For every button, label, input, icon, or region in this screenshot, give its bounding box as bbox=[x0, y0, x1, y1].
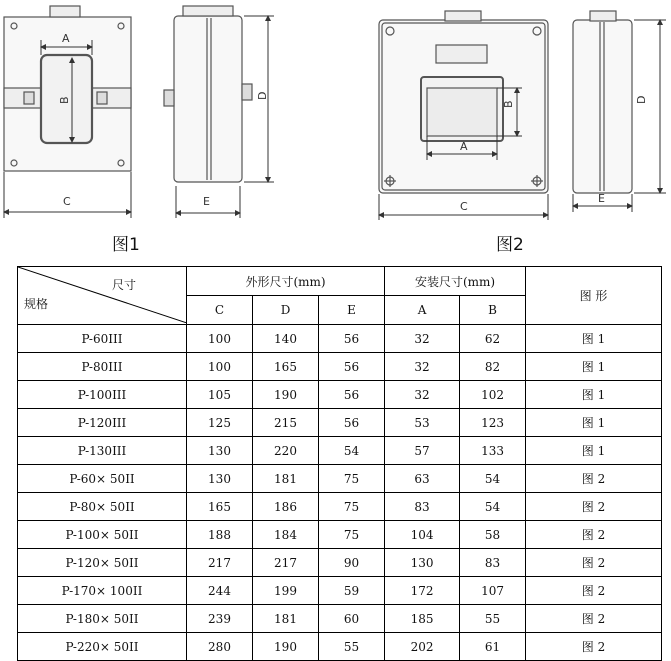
a-cell: 185 bbox=[385, 605, 460, 633]
model-cell: P-80III bbox=[18, 353, 187, 381]
a-cell: 130 bbox=[385, 549, 460, 577]
figure-cell: 图 1 bbox=[526, 325, 662, 353]
group-outer-header: 外形尺寸(mm) bbox=[187, 267, 385, 296]
figure-cell: 图 1 bbox=[526, 381, 662, 409]
c-cell: 130 bbox=[187, 465, 253, 493]
model-cell: P-120× 50II bbox=[18, 549, 187, 577]
figure-cell: 图 2 bbox=[526, 577, 662, 605]
e-cell: 56 bbox=[319, 409, 385, 437]
figure-cell: 图 1 bbox=[526, 437, 662, 465]
d-cell: 190 bbox=[253, 633, 319, 661]
b-cell: 123 bbox=[460, 409, 526, 437]
e-cell: 60 bbox=[319, 605, 385, 633]
dimension-drawings bbox=[0, 0, 671, 262]
fig1-caption: 图1 bbox=[112, 235, 140, 255]
b-cell: 133 bbox=[460, 437, 526, 465]
a-cell: 104 bbox=[385, 521, 460, 549]
model-cell: P-100× 50II bbox=[18, 521, 187, 549]
fig1-front-view bbox=[4, 6, 131, 171]
d-cell: 184 bbox=[253, 521, 319, 549]
table-row bbox=[18, 381, 662, 409]
c-cell: 100 bbox=[187, 353, 253, 381]
e-cell: 56 bbox=[319, 353, 385, 381]
b-cell: 83 bbox=[460, 549, 526, 577]
b-cell: 58 bbox=[460, 521, 526, 549]
b-cell: 82 bbox=[460, 353, 526, 381]
c-cell: 130 bbox=[187, 437, 253, 465]
b-cell: 107 bbox=[460, 577, 526, 605]
b-cell: 54 bbox=[460, 465, 526, 493]
model-cell: P-220× 50II bbox=[18, 633, 187, 661]
c-cell: 217 bbox=[187, 549, 253, 577]
b-cell: 102 bbox=[460, 381, 526, 409]
table-row bbox=[18, 325, 662, 353]
table-row bbox=[18, 577, 662, 605]
c-cell: 280 bbox=[187, 633, 253, 661]
d-cell: 181 bbox=[253, 465, 319, 493]
fig2-dim-e: E bbox=[598, 192, 605, 205]
subheader-a: A bbox=[385, 296, 460, 325]
table-row bbox=[18, 633, 662, 661]
figure-cell: 图 2 bbox=[526, 549, 662, 577]
figure-cell: 图 2 bbox=[526, 465, 662, 493]
e-cell: 59 bbox=[319, 577, 385, 605]
model-cell: P-60III bbox=[18, 325, 187, 353]
d-cell: 190 bbox=[253, 381, 319, 409]
fig2-dim-d: D bbox=[635, 95, 648, 104]
fig2-dim-b: B bbox=[502, 100, 515, 108]
d-cell: 217 bbox=[253, 549, 319, 577]
fig1-dim-c: C bbox=[63, 195, 71, 208]
spec-table bbox=[17, 266, 662, 661]
model-cell: P-180× 50II bbox=[18, 605, 187, 633]
e-cell: 90 bbox=[319, 549, 385, 577]
fig1-dim-b: B bbox=[58, 96, 71, 104]
figure-cell: 图 2 bbox=[526, 605, 662, 633]
figure-cell: 图 2 bbox=[526, 633, 662, 661]
d-cell: 186 bbox=[253, 493, 319, 521]
c-cell: 100 bbox=[187, 325, 253, 353]
group-install-header: 安装尺寸(mm) bbox=[385, 267, 526, 296]
c-cell: 188 bbox=[187, 521, 253, 549]
table-row bbox=[18, 549, 662, 577]
figure-cell: 图 2 bbox=[526, 493, 662, 521]
subheader-c: C bbox=[187, 296, 253, 325]
e-cell: 75 bbox=[319, 465, 385, 493]
corner-bottom-label: 规格 bbox=[24, 297, 49, 311]
d-cell: 220 bbox=[253, 437, 319, 465]
table-row bbox=[18, 605, 662, 633]
fig2-dim-a: A bbox=[460, 140, 468, 153]
d-cell: 215 bbox=[253, 409, 319, 437]
fig1-dim-d: D bbox=[256, 91, 269, 100]
c-cell: 244 bbox=[187, 577, 253, 605]
table-row bbox=[18, 521, 662, 549]
a-cell: 32 bbox=[385, 325, 460, 353]
b-cell: 54 bbox=[460, 493, 526, 521]
a-cell: 57 bbox=[385, 437, 460, 465]
e-cell: 75 bbox=[319, 493, 385, 521]
subheader-b: B bbox=[460, 296, 526, 325]
table-row bbox=[18, 437, 662, 465]
a-cell: 202 bbox=[385, 633, 460, 661]
a-cell: 63 bbox=[385, 465, 460, 493]
c-cell: 239 bbox=[187, 605, 253, 633]
figure-cell: 图 2 bbox=[526, 521, 662, 549]
b-cell: 61 bbox=[460, 633, 526, 661]
a-cell: 172 bbox=[385, 577, 460, 605]
e-cell: 56 bbox=[319, 325, 385, 353]
a-cell: 83 bbox=[385, 493, 460, 521]
fig2-caption: 图2 bbox=[496, 235, 524, 255]
fig1-dim-a: A bbox=[62, 32, 70, 45]
a-cell: 53 bbox=[385, 409, 460, 437]
a-cell: 32 bbox=[385, 381, 460, 409]
c-cell: 105 bbox=[187, 381, 253, 409]
d-cell: 181 bbox=[253, 605, 319, 633]
fig1-side-view bbox=[164, 6, 252, 182]
corner-header-cell bbox=[18, 267, 187, 325]
figure-cell: 图 1 bbox=[526, 409, 662, 437]
fig2-dim-c: C bbox=[460, 200, 468, 213]
table-row bbox=[18, 353, 662, 381]
subheader-d: D bbox=[253, 296, 319, 325]
e-cell: 56 bbox=[319, 381, 385, 409]
corner-top-label: 尺寸 bbox=[111, 278, 136, 292]
model-cell: P-170× 100II bbox=[18, 577, 187, 605]
model-cell: P-130III bbox=[18, 437, 187, 465]
c-cell: 125 bbox=[187, 409, 253, 437]
e-cell: 54 bbox=[319, 437, 385, 465]
table-row bbox=[18, 465, 662, 493]
fig2-front-view bbox=[379, 11, 548, 193]
model-cell: P-60× 50II bbox=[18, 465, 187, 493]
model-cell: P-120III bbox=[18, 409, 187, 437]
figure-column-header: 图 形 bbox=[526, 267, 662, 325]
figure-cell: 图 1 bbox=[526, 353, 662, 381]
e-cell: 55 bbox=[319, 633, 385, 661]
b-cell: 62 bbox=[460, 325, 526, 353]
model-cell: P-100III bbox=[18, 381, 187, 409]
d-cell: 199 bbox=[253, 577, 319, 605]
model-cell: P-80× 50II bbox=[18, 493, 187, 521]
table-row bbox=[18, 409, 662, 437]
header-row-1 bbox=[18, 267, 662, 296]
d-cell: 165 bbox=[253, 353, 319, 381]
b-cell: 55 bbox=[460, 605, 526, 633]
subheader-e: E bbox=[319, 296, 385, 325]
d-cell: 140 bbox=[253, 325, 319, 353]
e-cell: 75 bbox=[319, 521, 385, 549]
a-cell: 32 bbox=[385, 353, 460, 381]
table-row bbox=[18, 493, 662, 521]
fig1-dim-e: E bbox=[203, 195, 210, 208]
c-cell: 165 bbox=[187, 493, 253, 521]
fig2-side-view bbox=[573, 11, 632, 193]
